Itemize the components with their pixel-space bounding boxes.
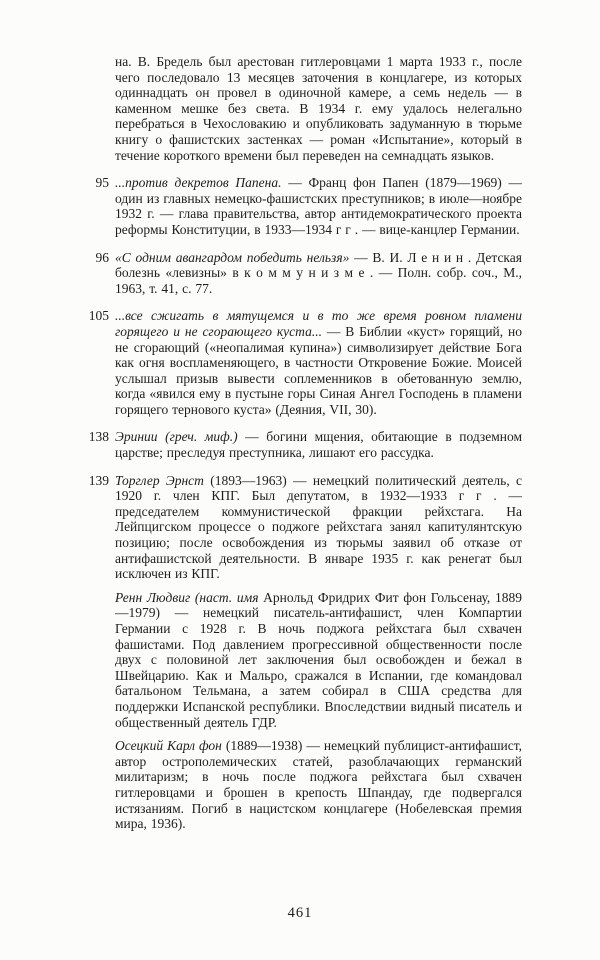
- note-entry-138: [88, 429, 523, 461]
- note-lead-italic: ...все сжигать в мятущемся и в то же время ровном пламени горящего и не сгорающего куста...: [115, 308, 522, 339]
- note-body-text: — В. И. Л е н и н . Детская болезнь «левизны» в к о м м у н и з м е . — Полн. собр. соч., М., 1963, т. 41, с. 77.: [115, 249, 522, 296]
- note-body-text: — богини мщения, обитающие в подземном царстве; преследуя преступника, лишают его рассудка.: [115, 429, 523, 461]
- note-text: [115, 429, 522, 460]
- note-number: 138: [88, 429, 109, 445]
- note-body-text: Арнольд Фридрих Фит фон Гольсенау, 1889—1979) — немецкий писатель-антифашист, член Компартии Германии с 1928 г. В ночь поджога рейхстага был схвачен фашистами. Под давлением прогрессивной общественности после двух с половиной лет заключения был освобожден и бежал в Швейцарию. Как и Мальро, сражался в Испании, где командовал батальоном Тельмана, а затем собирал в США средства для поддержки Испанской республики. Впоследствии видный писатель и общественный деятель ГДР.: [115, 589, 522, 730]
- note-entry-139: [88, 472, 522, 832]
- note-text: [115, 250, 522, 297]
- note-body-text: (1889—1938) — немецкий публицист-антифашист, автор острополемических статей, разоблачающих германский милитаризм; в ночь после поджога рейхстага был схвачен гитлеровцами и брошен в крепость Шпандау, где подвергался истязаниям. Погиб в нацистском концлагере (Нобелевская премия мира, 1936).: [115, 738, 522, 832]
- note-body-text: (1893—1963) — немецкий политический деятель, с 1920 г. член КПГ. Был депутатом, в 1932—1933 г г . — председателем коммунистической фракции рейхстага. На Лейпцигском процессе о поджоге рейхстага занял капитулянтскую позицию; после освобождения из тюрьмы заявил об отказе от антифашистской деятельности. В январе 1935 г. как ренегат был исключен из КПГ.: [115, 472, 522, 582]
- page-footer: [0, 904, 600, 922]
- page-number: 461: [287, 905, 313, 921]
- note-lead-italic: Ренн Людвиг (наст. имя: [115, 589, 259, 605]
- note-text: [115, 308, 522, 417]
- notes-text-column: [88, 54, 523, 832]
- continuation-paragraph: на. В. Бредель был арестован гитлеровцами 1 марта 1933 г., после чего последовало 13 месяцев заточения в концлагере, из которых одиннадцать он провел в одиночной камере, а семь недель — в каменном мешке без света. В 1934 г. ему удалось нелегально перебраться в Чехословакию и опубликовать задуманную в тюрьме книгу о фашистских застенках — роман «Испытание», который в течение короткого времени был переведен на семнадцать языков.: [115, 54, 522, 163]
- note-number: 139: [88, 472, 109, 488]
- note-entry-95: [95, 175, 522, 237]
- note-subparagraph-ossietzky: [115, 738, 522, 832]
- note-entry-96: [95, 249, 522, 297]
- note-lead-italic: ...против декретов Папена.: [115, 175, 282, 191]
- note-lead-italic: Торглер Эрнст: [115, 472, 204, 488]
- note-text: [115, 175, 522, 237]
- note-number: 95: [95, 175, 109, 191]
- note-lead-italic: «С одним авангардом победить нельзя»: [115, 249, 350, 265]
- note-number: 96: [95, 249, 109, 265]
- note-body-text: — В Библии «куст» горящий, но не сгорающий («неопалимая купина») символизирует действие Бога как огня воспламеняющего, в частности Откровение Божие. Моисей услышал призыв вывести соплеменников в обетованную землю, когда «явился ему в пустыне горы Синая Ангел Господень в пламени горящего тернового куста» (Деяния, VII, 30).: [115, 323, 522, 417]
- note-subparagraph-renn: [115, 590, 522, 730]
- note-lead-italic: Осецкий Карл фон: [115, 738, 222, 754]
- note-lead-italic: Эринии (греч. миф.): [115, 429, 238, 445]
- note-body-text: — Франц фон Папен (1879—1969) — один из главных немецко-фашистских преступников; в июле—ноябре 1932 г. — глава правительства, автор антидемократического проекта реформы Конституции, в 1933—1934 г г . — вице-канцлер Германии.: [115, 175, 522, 237]
- note-number: 105: [88, 308, 109, 324]
- note-text: [115, 473, 522, 582]
- note-entry-105: [88, 308, 522, 417]
